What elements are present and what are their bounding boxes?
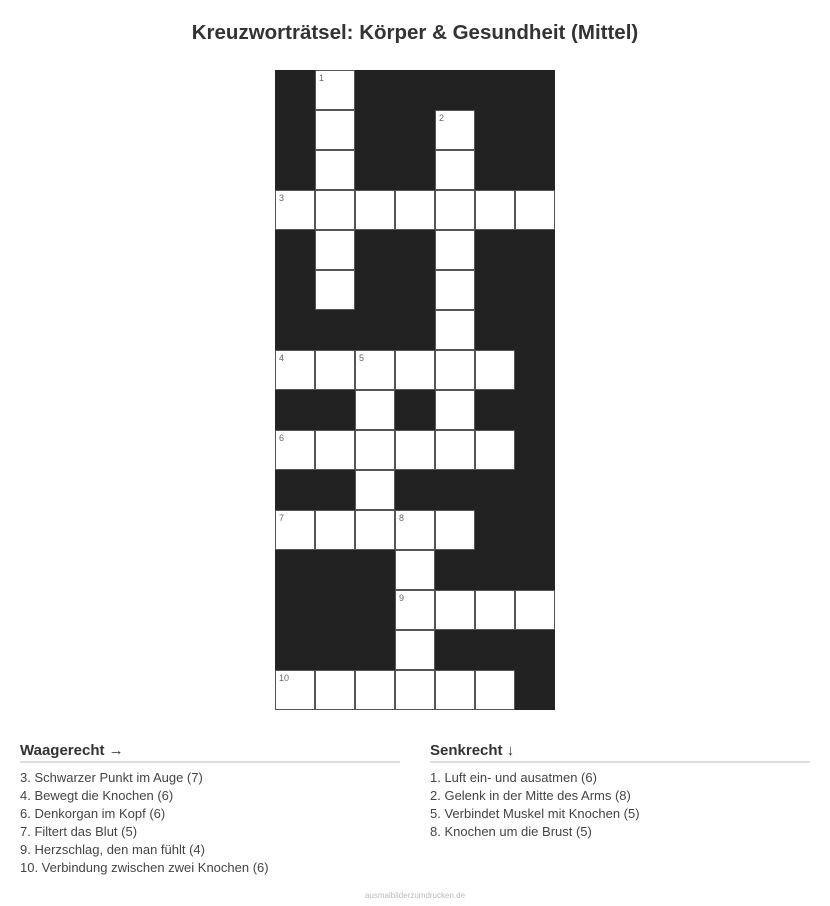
crossword-cell[interactable] [395,350,435,390]
clue-number: 6 [279,433,285,443]
crossword-cell[interactable] [475,350,515,390]
crossword-cell[interactable] [315,270,355,310]
crossword-cell[interactable] [475,190,515,230]
crossword-cell[interactable] [275,190,315,230]
clue-number: 5 [359,353,365,363]
clue-number: 2 [439,113,445,123]
crossword-cell[interactable] [435,670,475,710]
crossword-cell[interactable] [395,510,435,550]
clue-item: 6. Denkorgan im Kopf (6) [20,806,166,821]
crossword-cell[interactable] [435,110,475,150]
crossword-cell[interactable] [435,270,475,310]
crossword-cell[interactable] [315,70,355,110]
page-title: Kreuzworträtsel: Körper & Gesundheit (Mittel) [191,21,639,44]
crossword-cell[interactable] [275,510,315,550]
across-heading: Waagerecht → [20,742,400,763]
crossword-cell[interactable] [435,310,475,350]
clue-number: 1 [319,73,325,83]
clue-number: 9 [399,593,405,603]
crossword-cell[interactable] [315,150,355,190]
clue-number: 10 [279,673,290,683]
crossword-cell[interactable] [395,190,435,230]
crossword-cell[interactable] [355,190,395,230]
clue-item: 10. Verbindung zwischen zwei Knochen (6) [20,860,269,875]
crossword-cell[interactable] [275,430,315,470]
crossword-cell[interactable] [355,430,395,470]
crossword-cell[interactable] [435,350,475,390]
across-clues-section [20,742,400,877]
crossword-cell[interactable] [435,150,475,190]
clue-item: 2. Gelenk in der Mitte des Arms (8) [430,788,631,803]
clue-number: 8 [399,513,405,523]
clue-number: 4 [279,353,285,363]
across-clue-list [20,769,400,877]
crossword-cell[interactable] [435,590,475,630]
footer-credit: ausmalbilderzumdrucken.de [364,891,466,900]
down-clue-list [430,769,810,841]
clue-item: 3. Schwarzer Punkt im Auge (7) [20,770,203,785]
clue-item: 4. Bewegt die Knochen (6) [20,788,174,803]
crossword-cell[interactable] [395,550,435,590]
crossword-cell[interactable] [355,470,395,510]
crossword-cell[interactable] [355,390,395,430]
crossword-cell[interactable] [315,670,355,710]
crossword-cell[interactable] [315,190,355,230]
crossword-cell[interactable] [315,510,355,550]
crossword-cell[interactable] [435,190,475,230]
crossword-cell[interactable] [395,670,435,710]
crossword-cell[interactable] [315,430,355,470]
crossword-cell[interactable] [435,510,475,550]
clue-number: 7 [279,513,285,523]
clue-item: 7. Filtert das Blut (5) [20,824,138,839]
crossword-cell[interactable] [435,390,475,430]
crossword-cell[interactable] [395,630,435,670]
crossword-cell[interactable] [395,430,435,470]
crossword-grid [275,70,555,710]
clue-item: 9. Herzschlag, den man fühlt (4) [20,842,205,857]
crossword-cell[interactable] [275,350,315,390]
clue-number: 3 [279,193,285,203]
crossword-cell[interactable] [515,590,555,630]
down-heading: Senkrecht ↓ [430,742,810,763]
crossword-cell[interactable] [475,430,515,470]
crossword-cell[interactable] [515,190,555,230]
down-clues-section [430,742,810,841]
clue-item: 5. Verbindet Muskel mit Knochen (5) [430,806,640,821]
crossword-cell[interactable] [435,230,475,270]
crossword-cell[interactable] [315,350,355,390]
clue-item: 1. Luft ein- und ausatmen (6) [430,770,597,785]
crossword-cell[interactable] [275,670,315,710]
crossword-cell[interactable] [475,590,515,630]
crossword-cell[interactable] [355,510,395,550]
crossword-cell[interactable] [395,590,435,630]
clue-item: 8. Knochen um die Brust (5) [430,824,592,839]
crossword-cell[interactable] [355,670,395,710]
crossword-cell[interactable] [475,670,515,710]
crossword-cell[interactable] [315,110,355,150]
crossword-cell[interactable] [435,430,475,470]
crossword-cell[interactable] [355,350,395,390]
crossword-cell[interactable] [315,230,355,270]
